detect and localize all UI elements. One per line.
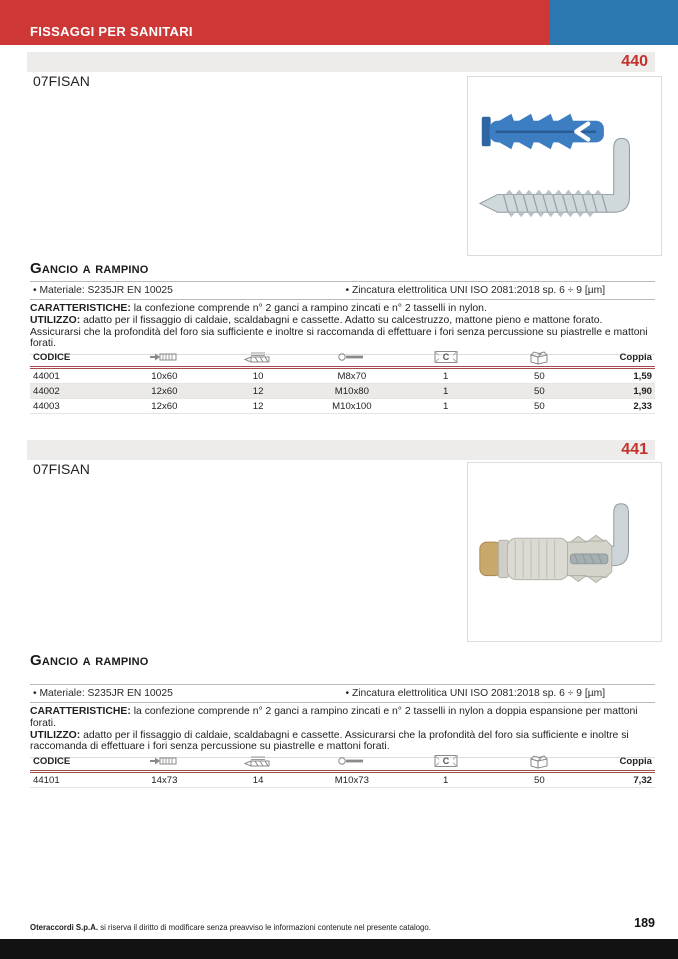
spec-table [30,752,655,788]
carton-qty-icon [493,348,587,368]
screw-size-icon [305,752,399,772]
blister-pack-icon [399,752,493,772]
table-cell: 44101 [30,772,118,788]
table-cell: 1 [399,399,493,414]
codice-header: CODICE [30,752,118,772]
svg-text:C: C [442,756,449,766]
usage-label: UTILIZZO: [30,314,81,326]
table-cell: 7,32 [586,772,655,788]
usage-line [30,315,655,350]
category-banner [0,0,678,45]
table-cell: 1 [399,384,493,399]
table-cell: M10x73 [305,772,399,788]
table-cell: 10x60 [118,368,212,384]
drill-diameter-icon [211,348,305,368]
table-cell: 44002 [30,384,118,399]
table-cell: 1,59 [586,368,655,384]
table-cell: M10x100 [305,399,399,414]
table-cell: 14 [211,772,305,788]
features-line [30,303,655,315]
features-text: la confezione comprende n° 2 ganci a rampino zincati e n° 2 tasselli in nylon. [130,303,487,314]
features-text: la confezione comprende n° 2 ganci a rampino zincati e n° 2 tasselli in nylon a doppia espansione per mattoni forati. [30,706,638,729]
table-cell: M8x70 [305,368,399,384]
usage-text: adatto per il fissaggio di caldaie, scaldabagni e cassette. Adatto su calcestruzzo, mattone pieno e mattone forato. Assicurarsi che la profondità del foro sia sufficiente e inoltre si raccomanda di effettuare i fori senza percussione su piastrelle e mattoni forati. [30,314,648,350]
codice-header: CODICE [30,348,118,368]
table-cell: 12x60 [118,384,212,399]
table-cell: 1,90 [586,384,655,399]
table-cell: 44003 [30,399,118,414]
disclaimer-text: si riserva il diritto di modificare senza preavviso le informazioni contenute nel presente catalogo. [98,923,431,932]
coating-spec: • Zincatura elettrolitica UNI ISO 2081:2018 sp. 6 ÷ 9 [µm] [345,285,606,296]
features-label: CARATTERISTICHE: [30,303,131,314]
table-row [30,772,655,788]
page-ref-bar [27,52,655,72]
screw-size-icon [305,348,399,368]
table-cell: 12 [211,399,305,414]
coppia-header: Coppia [586,348,655,368]
page-number: 189 [634,916,655,930]
drill-diameter-icon [211,752,305,772]
table-row [30,368,655,384]
table-header-row [30,752,655,772]
material-spec: • Materiale: S235JR EN 10025 [33,285,173,296]
features-label: CARATTERISTICHE: [30,706,131,717]
table-cell: 1 [399,368,493,384]
table-row [30,399,655,414]
material-spec: • Materiale: S235JR EN 10025 [33,688,173,699]
table-cell: 50 [493,772,587,788]
product-name: Gancio a rampino [30,652,149,669]
plug-and-hook-illustration [468,77,661,255]
usage-label: UTILIZZO: [30,729,81,741]
catalog-disclaimer [30,923,431,932]
coppia-header: Coppia [586,752,655,772]
page-ref-number: 441 [621,441,648,458]
plug-size-icon [118,348,212,368]
product-family-code: 07FISAN [33,461,90,477]
material-spec-row [30,281,655,300]
banner-blue-block [550,0,678,45]
product-description [30,706,655,758]
usage-line [30,730,655,754]
assembled-anchor-illustration [468,463,661,641]
table-cell: 14x73 [118,772,212,788]
product-name: Gancio a rampino [30,260,149,277]
company-name: Oteraccordi S.p.A. [30,923,99,932]
spec-table [30,348,655,414]
table-cell: 10 [211,368,305,384]
table-cell: 50 [493,368,587,384]
page-ref-number: 440 [621,53,648,70]
table-cell: 12x60 [118,399,212,414]
plug-size-icon [118,752,212,772]
svg-text:C: C [442,352,449,362]
category-title: FISSAGGI PER SANITARI [30,24,193,39]
product-family-code: 07FISAN [33,73,90,89]
product-photo-plug-and-hook [467,76,662,256]
blister-pack-icon [399,348,493,368]
bottom-black-bar [0,939,678,959]
material-spec-row [30,684,655,703]
table-cell: 12 [211,384,305,399]
carton-qty-icon [493,752,587,772]
table-cell: 2,33 [586,399,655,414]
coating-spec: • Zincatura elettrolitica UNI ISO 2081:2018 sp. 6 ÷ 9 [µm] [345,688,606,699]
table-cell: M10x80 [305,384,399,399]
table-cell: 1 [399,772,493,788]
table-row [30,384,655,399]
table-header-row [30,348,655,368]
features-line [30,706,655,730]
table-cell: 44001 [30,368,118,384]
table-cell: 50 [493,384,587,399]
table-cell: 50 [493,399,587,414]
usage-text: adatto per il fissaggio di caldaie, scaldabagni e cassette. Assicurarsi che la profondità del foro sia sufficiente e inoltre si raccomanda di effettuare i fori senza percussione su piastrelle e mattoni forati. [30,729,629,753]
page-ref-bar [27,440,655,460]
product-photo-assembled-anchor [467,462,662,642]
